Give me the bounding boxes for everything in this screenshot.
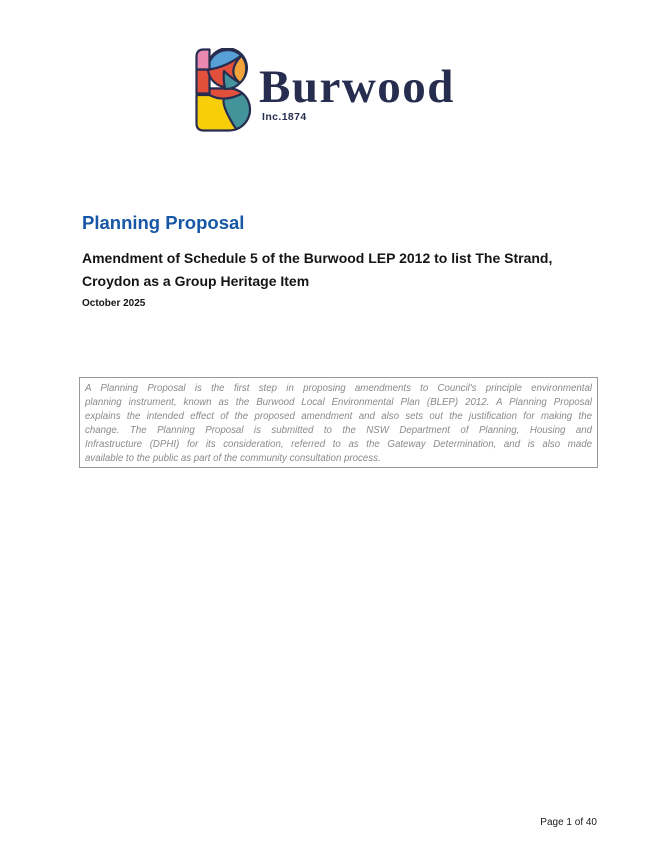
intro-line: A Planning Proposal is the first step in proposing amendments to Council's principle environmental [85,383,592,394]
logo-inc-year: Inc.1874 [262,111,307,123]
planning-proposal-intro-box [79,377,598,468]
intro-line: planning instrument, known as the Burwood Local Environmental Plan (BLEP) 2012. A Planning Proposal [85,397,592,408]
intro-line: change. The Planning Proposal is submitted to the NSW Department of Planning, Housing and [85,425,592,436]
document-subtitle [82,247,552,293]
burwood-wordmark: Burwood [259,61,455,113]
subtitle-line: Amendment of Schedule 5 of the Burwood LEP 2012 to list The Strand, [82,250,553,266]
intro-line: explains the intended effect of the proposed amendment and also sets out the justification for making the [85,411,592,422]
page-number: Page 1 of 40 [540,817,597,828]
page-title: Planning Proposal [82,212,245,233]
subtitle-line: Croydon as a Group Heritage Item [82,273,310,289]
document-date: October 2025 [82,298,146,309]
intro-line: available to the public as part of the community consultation process. [85,453,381,464]
burwood-logo [195,48,465,138]
burwood-b-icon [195,48,252,132]
intro-line: Infrastructure (DPHI) for its consideration, referred to as the Gateway Determination, and is also made [85,439,592,450]
